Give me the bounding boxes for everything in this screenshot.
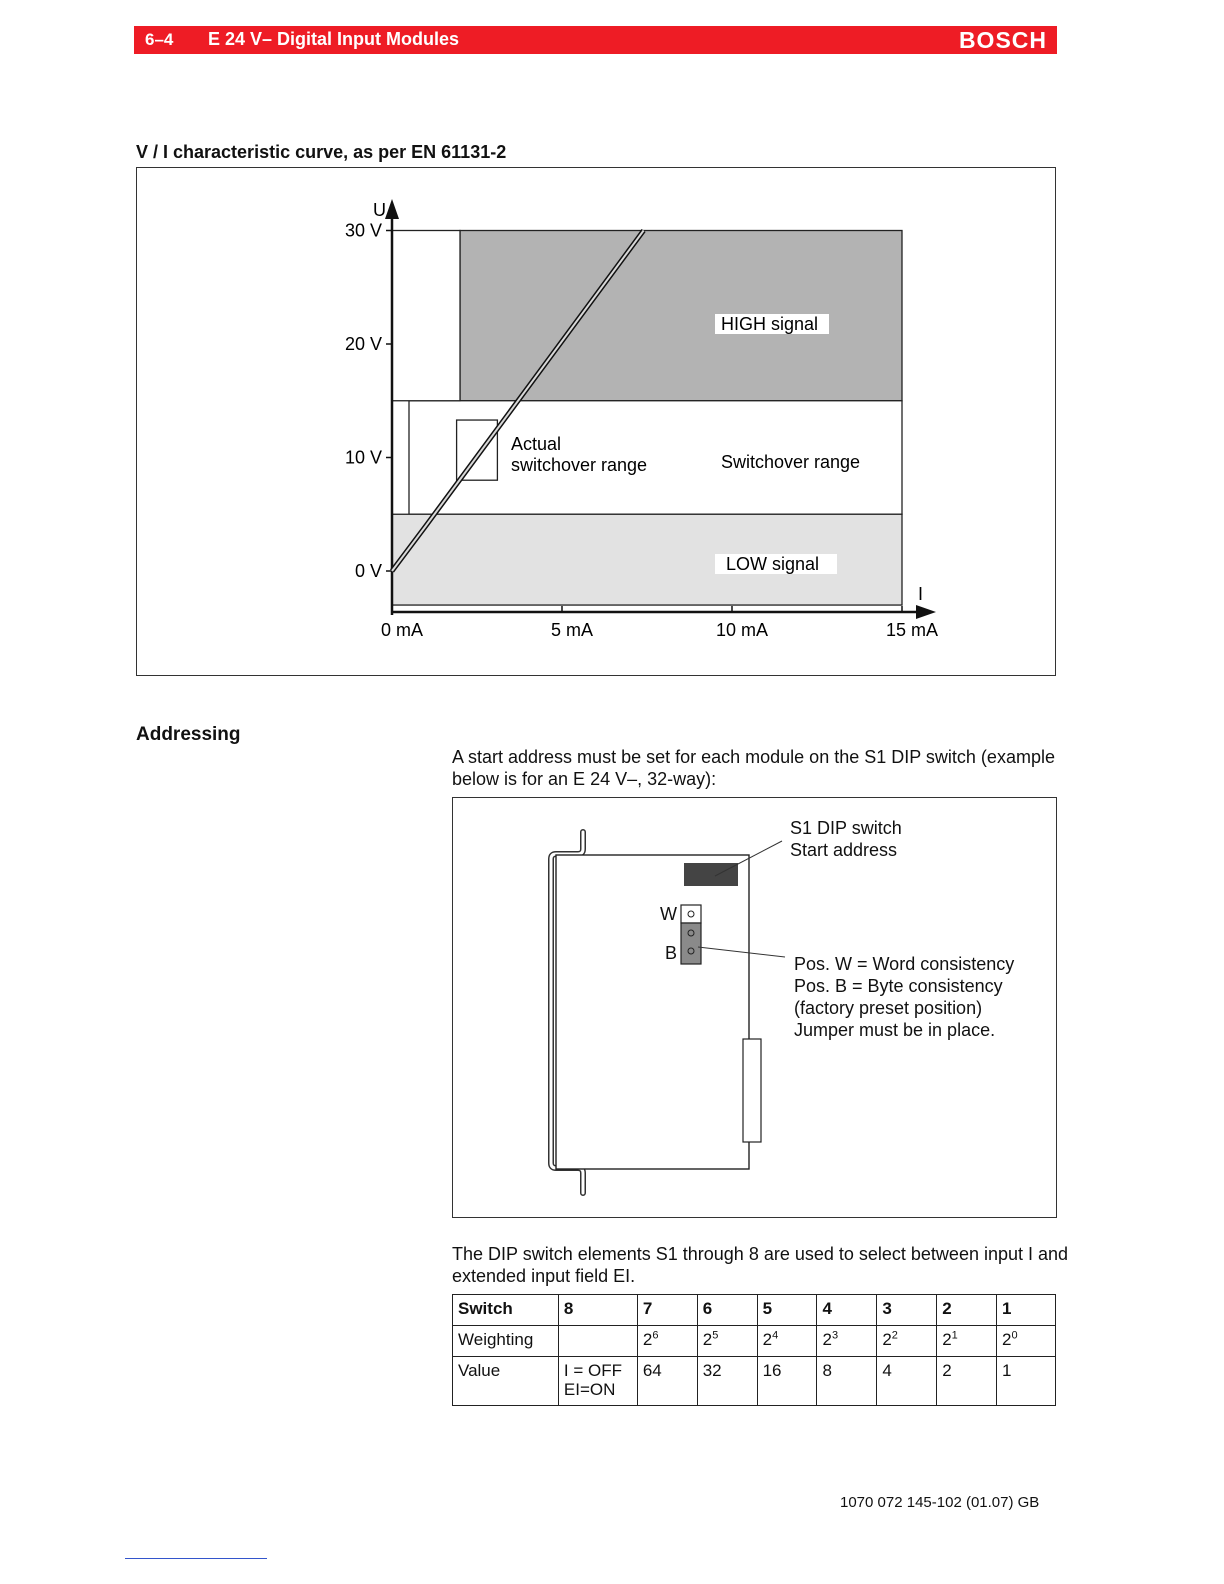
region-high-signal: [460, 231, 902, 401]
x-axis-label: I: [918, 584, 924, 604]
front-connector: [743, 1039, 761, 1142]
header-title: E 24 V– Digital Input Modules: [208, 29, 460, 49]
table-header-cell: Switch: [453, 1295, 559, 1326]
y-ticks: [345, 221, 392, 582]
weighting-cell: $2^0$: [997, 1326, 1056, 1357]
weighting-cell-empty: [558, 1326, 637, 1357]
s1-label-line2: Start address: [790, 840, 898, 860]
x-tick-label: 5 mA: [550, 620, 594, 640]
value-cell: 64: [637, 1357, 697, 1406]
chart-regions: [392, 231, 902, 606]
weighting-cell: $2^6$: [637, 1326, 697, 1357]
dip-switch-s1: [684, 863, 738, 886]
table-header-row: [453, 1295, 1056, 1326]
bosch-logo: BOSCH: [958, 27, 1047, 53]
y-tick-label: 0 V: [354, 561, 382, 581]
x-axis-arrow: [916, 605, 936, 619]
y-tick-label: 10 V: [344, 447, 382, 468]
table-header-cell: 5: [757, 1295, 817, 1326]
switch-table: [452, 1294, 1056, 1406]
vi-chart: [136, 167, 1056, 676]
x-tick-label: 0 mA: [380, 620, 424, 640]
dip-description: The DIP switch elements S1 through 8 are used to select between input I and extended input field EI.: [452, 1244, 1069, 1286]
weighting-cell: $2^4$: [757, 1326, 817, 1357]
y-axis-label: U: [373, 200, 386, 220]
table-row-value: [453, 1357, 1056, 1406]
table-header-cell: 8: [558, 1295, 637, 1326]
pos-line3: (factory preset position): [794, 998, 983, 1018]
weighting-cell: $2^1$: [937, 1326, 997, 1357]
table-header-cell: 1: [997, 1295, 1056, 1326]
page-number: 6–4: [145, 30, 174, 49]
weighting-cell: $2^5$: [697, 1326, 757, 1357]
value-label: Value: [453, 1357, 559, 1406]
weighting-label: Weighting: [453, 1326, 559, 1357]
b-label: B: [665, 943, 678, 963]
switchover-label: Switchover range: [721, 452, 861, 472]
pos-line2: Pos. B = Byte consistency: [794, 976, 1003, 996]
table-header-cell: 3: [877, 1295, 937, 1326]
table-header-cell: 6: [697, 1295, 757, 1326]
s1-label-line1: S1 DIP switch: [790, 818, 902, 838]
table-header-cell: 2: [937, 1295, 997, 1326]
pos-line4: Jumper must be in place.: [794, 1020, 996, 1040]
x-tick-label: 15 mA: [885, 620, 939, 640]
document-number: 1070 072 145-102 (01.07) GB: [840, 1494, 1040, 1511]
jumper-b-position: [681, 923, 701, 964]
value-cell-8: I = OFF EI=ON: [558, 1357, 637, 1406]
y-tick-label: 30 V: [344, 220, 382, 241]
header-bar: [134, 26, 1057, 54]
value-cell: 8: [817, 1357, 877, 1406]
actual-label-line2: switchover range: [511, 455, 648, 475]
y-axis-arrow: [385, 199, 399, 219]
y-tick-label: 20 V: [344, 334, 382, 354]
addressing-heading: Addressing: [136, 724, 241, 745]
addressing-intro: A start address must be set for each module on the S1 DIP switch (example below is for an E 24 V–, 32-way):: [452, 747, 1055, 789]
circuit-board: [556, 855, 749, 1169]
value-cell: 4: [877, 1357, 937, 1406]
weighting-cell: $2^2$: [877, 1326, 937, 1357]
x-tick-label: 10 mA: [715, 620, 769, 640]
table-row-weighting: [453, 1326, 1056, 1357]
jumper-w-position: [681, 905, 701, 923]
table-header-cell: 4: [817, 1295, 877, 1326]
high-signal-label: HIGH signal: [721, 314, 819, 334]
upper-left-blank: [392, 231, 460, 401]
low-signal-label: LOW signal: [726, 554, 820, 574]
value-cell: 1: [997, 1357, 1056, 1406]
pos-line1: Pos. W = Word consistency: [794, 954, 1015, 974]
value-cell: 16: [757, 1357, 817, 1406]
w-label: W: [660, 904, 677, 924]
weighting-cell: $2^3$: [817, 1326, 877, 1357]
actual-label-line1: Actual: [511, 434, 562, 454]
value-cell: 32: [697, 1357, 757, 1406]
table-header-cell: 7: [637, 1295, 697, 1326]
footer-link-line: [125, 1558, 267, 1559]
value-cell: 2: [937, 1357, 997, 1406]
vi-heading: V / I characteristic curve, as per EN 61131-2: [136, 142, 507, 162]
